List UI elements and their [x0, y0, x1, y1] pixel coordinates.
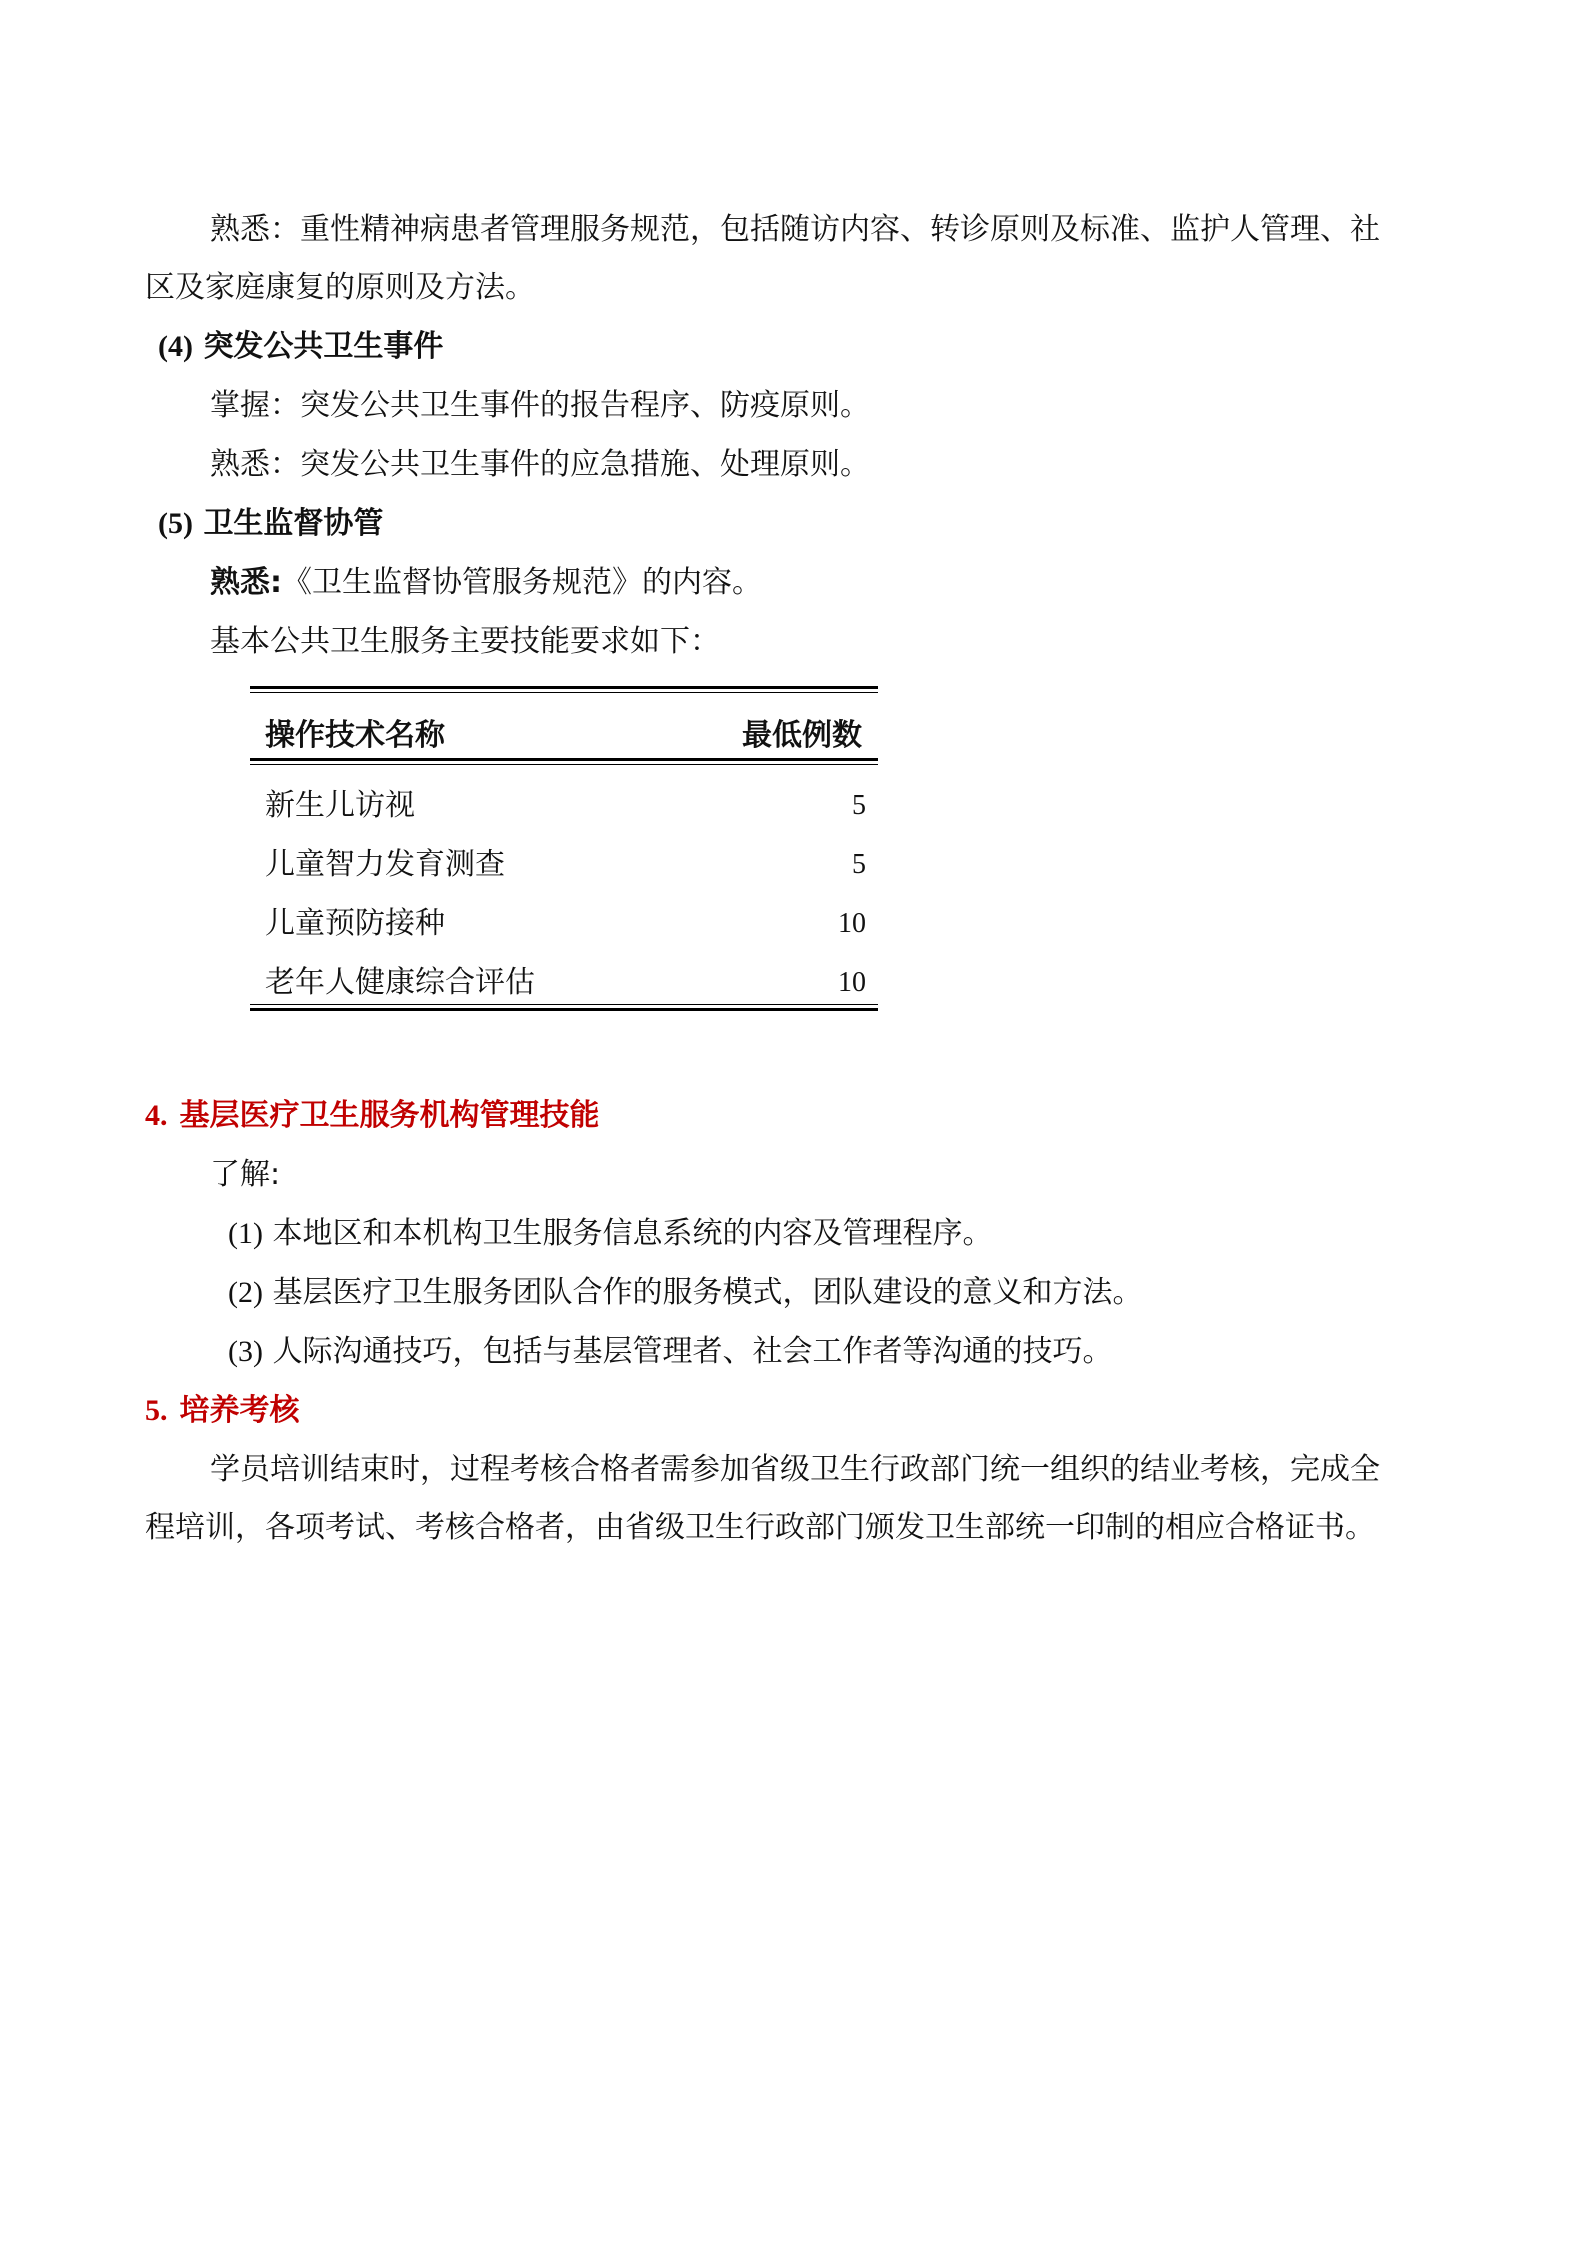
list-item-text: 本地区和本机构卫生服务信息系统的内容及管理程序。: [272, 1216, 993, 1251]
section-5-text-line-2: 程培训，各项考试、考核合格者，由省级卫生行政部门颁发卫生部统一印制的相应合格证书。: [145, 1510, 1375, 1545]
list-item: [228, 1214, 993, 1254]
section-4-title: 基层医疗卫生服务机构管理技能: [179, 1098, 600, 1133]
table-row-name: 新生儿访视: [265, 788, 415, 823]
list-item-number: (1): [228, 1217, 263, 1250]
table-row-count: 5: [852, 790, 866, 821]
table-header-count: 最低例数: [742, 718, 862, 753]
list-item: [228, 1273, 1143, 1313]
table-row-count: 10: [838, 967, 866, 998]
subheading-4-number: (4): [158, 330, 193, 363]
subheading-4-title: 突发公共卫生事件: [203, 329, 444, 364]
table-top-rule-thin: [250, 692, 878, 693]
table-header-rule-thin: [250, 764, 878, 765]
list-item-number: (2): [228, 1276, 263, 1309]
subheading-5-number: (5): [158, 507, 193, 540]
section-5-text-line-1: 学员培训结束时，过程考核合格者需参加省级卫生行政部门统一组织的结业考核，完成全: [210, 1452, 1380, 1487]
table-row-name: 儿童预防接种: [265, 906, 445, 941]
sub5-familiar: [210, 563, 762, 603]
section-4-heading: [145, 1096, 600, 1136]
section-5-number: 5.: [145, 1394, 168, 1427]
section-5-heading: [145, 1391, 300, 1431]
section-5-title: 培养考核: [179, 1393, 300, 1428]
subheading-5: [158, 504, 383, 544]
section-4-number: 4.: [145, 1099, 168, 1132]
sub5-familiar-label: 熟悉:: [210, 565, 282, 600]
table-row-name: 儿童智力发育测查: [265, 847, 505, 882]
mental-familiar-line-2: 区及家庭康复的原则及方法。: [145, 270, 535, 305]
mental-familiar-line-1: 熟悉：重性精神病患者管理服务规范，包括随访内容、转诊原则及标准、监护人管理、社: [210, 212, 1380, 247]
table-bottom-rule-thin: [250, 1004, 878, 1005]
sub4-familiar: 熟悉：突发公共卫生事件的应急措施、处理原则。: [210, 447, 870, 482]
table-row-count: 10: [838, 908, 866, 939]
table-intro: 基本公共卫生服务主要技能要求如下：: [210, 624, 720, 659]
sub4-master: 掌握：突发公共卫生事件的报告程序、防疫原则。: [210, 388, 870, 423]
section-4-understand: 了解:: [210, 1157, 281, 1192]
sub5-familiar-text: 《卫生监督协管服务规范》的内容。: [282, 565, 762, 600]
table-top-rule: [250, 686, 878, 689]
list-item-text: 基层医疗卫生服务团队合作的服务模式，团队建设的意义和方法。: [272, 1275, 1143, 1310]
list-item: [228, 1332, 1113, 1372]
list-item-text: 人际沟通技巧，包括与基层管理者、社会工作者等沟通的技巧。: [272, 1334, 1113, 1369]
subheading-5-title: 卫生监督协管: [203, 506, 384, 541]
list-item-number: (3): [228, 1335, 263, 1368]
table-row-name: 老年人健康综合评估: [265, 965, 535, 1000]
subheading-4: [158, 327, 443, 367]
table-bottom-rule: [250, 1008, 878, 1011]
table-header-rule: [250, 758, 878, 761]
table-row-count: 5: [852, 849, 866, 880]
table-header-name: 操作技术名称: [265, 718, 445, 753]
